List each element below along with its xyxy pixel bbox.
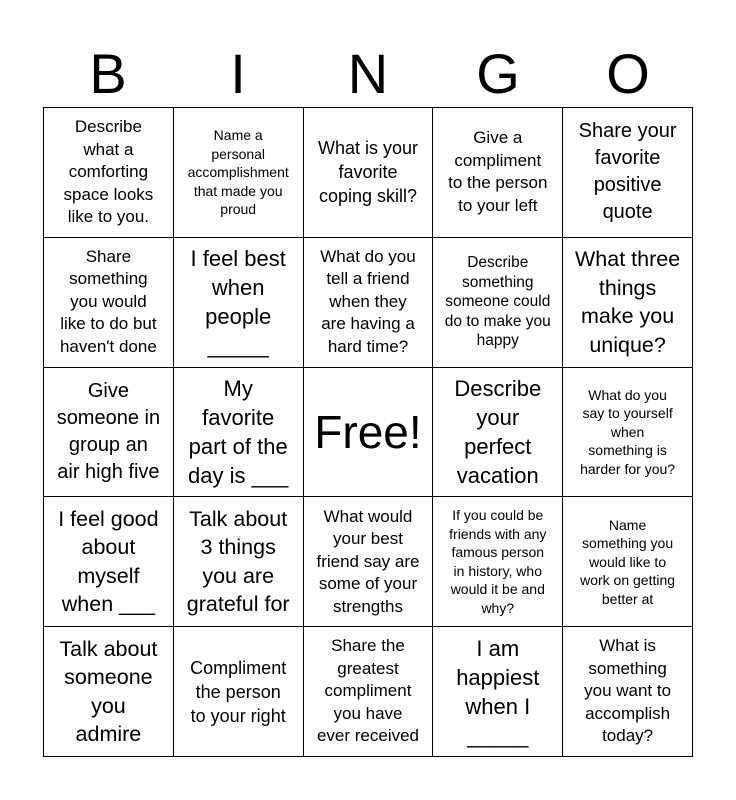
bingo-cell-r5c2[interactable] <box>174 627 304 757</box>
bingo-cell-r2c2[interactable] <box>174 238 304 368</box>
bingo-cell-r1c1[interactable] <box>44 108 174 238</box>
free-space-label: Free! <box>314 405 422 458</box>
bingo-header <box>43 44 693 104</box>
bingo-cell-r4c1[interactable] <box>44 497 174 627</box>
cell-text: What would your best friend say are some of your strengths <box>316 506 420 616</box>
cell-text: Give a compliment to the person to your left <box>448 128 548 215</box>
cell-text: Compliment the person to your right <box>190 657 287 726</box>
bingo-cell-r1c3[interactable] <box>304 108 434 238</box>
cell-text: What do you say to yourself when something is harder for you? <box>580 386 676 477</box>
cell-text: Share your favorite positive quote <box>578 120 677 224</box>
cell-text: I feel good about myself when ___ <box>58 506 159 617</box>
free-space-cell[interactable] <box>304 368 434 498</box>
bingo-card-grid <box>43 107 693 757</box>
bingo-cell-r5c5[interactable] <box>563 627 693 757</box>
bingo-cell-r4c4[interactable] <box>433 497 563 627</box>
bingo-cell-r3c5[interactable] <box>563 368 693 498</box>
bingo-cell-r2c3[interactable] <box>304 238 434 368</box>
bingo-cell-r1c2[interactable] <box>174 108 304 238</box>
cell-text: If you could be friends with any famous person in history, who would it be and why? <box>449 507 547 616</box>
bingo-cell-r4c2[interactable] <box>174 497 304 627</box>
bingo-cell-r4c5[interactable] <box>563 497 693 627</box>
bingo-cell-r3c4[interactable] <box>433 368 563 498</box>
header-letter-n: N <box>347 42 389 105</box>
bingo-cell-r2c4[interactable] <box>433 238 563 368</box>
cell-text: What three things make you unique? <box>575 247 681 357</box>
bingo-cell-r2c5[interactable] <box>563 238 693 368</box>
bingo-cell-r5c4[interactable] <box>433 627 563 757</box>
cell-text: Talk about someone you admire <box>59 636 158 747</box>
cell-text: I feel best when people _____ <box>190 246 286 359</box>
cell-text: Give someone in group an air high five <box>56 379 161 483</box>
cell-text: My favorite part of the day is ___ <box>188 375 289 488</box>
bingo-cell-r1c4[interactable] <box>433 108 563 238</box>
header-letter-b: B <box>89 42 127 105</box>
bingo-cell-r5c1[interactable] <box>44 627 174 757</box>
bingo-cell-r1c5[interactable] <box>563 108 693 238</box>
cell-text: Name a personal accomplishment that made you proud <box>187 127 289 218</box>
cell-text: I am happiest when I _____ <box>456 635 540 748</box>
bingo-cell-r5c3[interactable] <box>304 627 434 757</box>
cell-text: Talk about 3 things you are grateful for <box>186 506 290 617</box>
cell-text: Describe your perfect vacation <box>454 375 542 488</box>
bingo-cell-r3c2[interactable] <box>174 368 304 498</box>
bingo-cell-r3c1[interactable] <box>44 368 174 498</box>
header-letter-i: I <box>230 42 246 105</box>
cell-text: What is your favorite coping skill? <box>317 138 418 207</box>
cell-text: What do you tell a friend when they are having a hard time? <box>320 246 416 356</box>
cell-text: Describe something someone could do to make you happy <box>444 254 551 350</box>
cell-text: What is something you want to accomplish today? <box>584 636 672 746</box>
bingo-cell-r2c1[interactable] <box>44 238 174 368</box>
cell-text: Name something you would like to work on getting better at <box>580 516 676 607</box>
cell-text: Share the greatest compliment you have ever received <box>316 636 420 746</box>
header-letter-o: O <box>606 42 650 105</box>
header-letter-g: G <box>476 42 520 105</box>
bingo-cell-r4c3[interactable] <box>304 497 434 627</box>
cell-text: Share something you would like to do but haven't done <box>59 246 157 356</box>
cell-text: Describe what a comforting space looks like to you. <box>63 117 154 227</box>
